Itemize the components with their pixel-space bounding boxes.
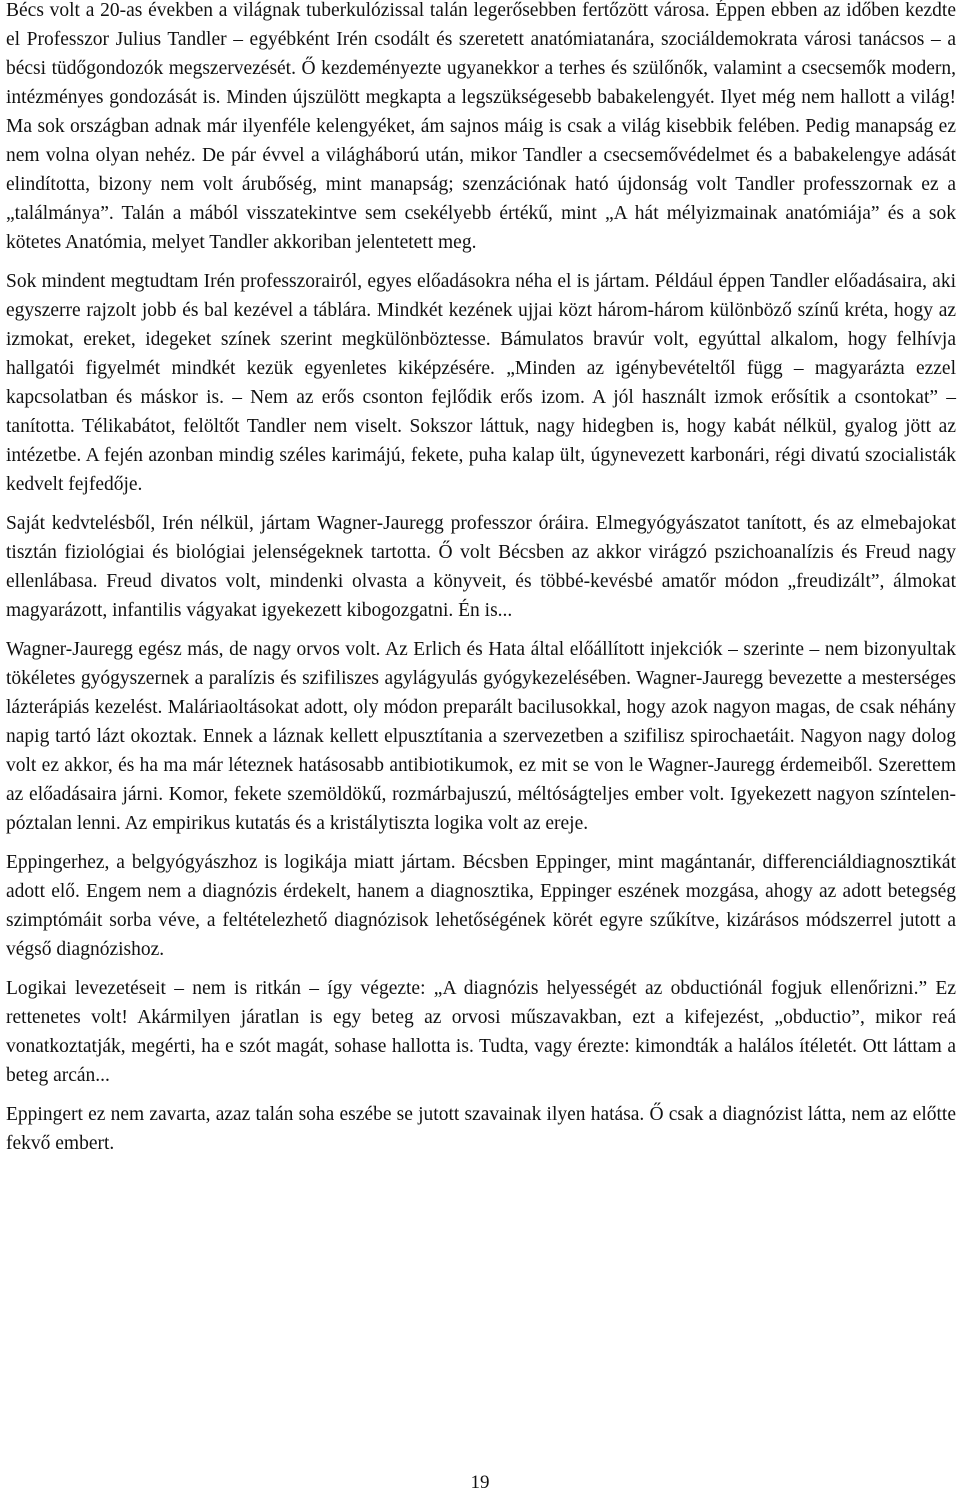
paragraph-tandler-lectures: Sok mindent megtudtam Irén professzorairól, egyes előadásokra néha el is jártam. Például éppen Tandler előadásaira, aki egyszerre rajzolt jobb és bal kezével a táblára. Mindkét kezének ujjai közt három-három különböző színű kréta, hogy az izmokat, ereket, idegeket színek szerint megkülönböztesse. Bámulatos bravúr volt, egyúttal alkalom, hogy felhívja hallgatói figyelmét mindkét kezük egyenletes kiképzésére. „Minden az igénybevételtől függ – magyarázta ezzel kapcsolatban és máskor is. – Nem az erős csonton fejlődik erős izom. A jól használt izmok erősítik a csontokat” – tanította. Télikabátot, felöltőt Tandler nem viselt. Sokszor láttuk, nagy hidegben is, hogy kabát nélkül, gyalog jött az intézetbe. A fején azonban mindig széles karimájú, fekete, puha kalap ült, úgynevezett karbonári, régi divatú szocialisták kedvelt fejfedője. <box>6 271 956 495</box>
paragraph-eppinger-conclusion: Eppingert ez nem zavarta, azaz talán soha eszébe se jutott szavainak ilyen hatása. Ő csak a diagnózist látta, nem az előtte fekvő embert. <box>6 1104 956 1154</box>
paragraph-obductio: Logikai levezetéseit – nem is ritkán – így végezte: „A diagnózis helyességét az obductiónál fogjuk ellenőrizni.” Ez rettenetes volt! Akármilyen járatlan is egy beteg az orvosi műszavakban, ezt a kifejezést, „obductio”, mikor reá vonatkoztatják, megérti, ha e szót magát, sohase hallotta is. Tudta, vagy érezte: kimondták a halálos ítéletét. Ott láttam a beteg arcán... <box>6 978 956 1086</box>
document-page <box>6 0 956 1168</box>
paragraph-vienna-tuberculosis: Bécs volt a 20-as években a világnak tuberkulózissal talán legerősebben fertőzött városa. Éppen ebben az időben kezdte el Professzor Julius Tandler – egyébként Irén csodált és szeretett anatómiatanára, szociáldemokrata városi tanácsos – a bécsi tüdőgondozók megszervezését. Ő kezdeményezte ugyanekkor a terhes és szülőnők, valamint a csecsemők modern, intézményes gondozását is. Minden újszülött megkapta a legszükségesebb babakelengyét. Ilyet még nem hallott a világ! Ma sok országban adnak már ilyenféle kelengyéket, ám sajnos máig is csak a világ kisebbik felében. Pedig manapság ez nem volna olyan nehéz. De pár évvel a világháború után, mikor Tandler a csecsemővédelmet és a babakelengye adását elindította, bizony nem volt árubőség, mint manapság; szenzációnak ható újdonság volt Tandler professzornak ez a „találmánya”. Talán a mából visszatekintve sem csekélyebb értékű, mint „A hát mélyizmainak anatómiája” és a sok kötetes Anatómia, melyet Tandler akkoriban jelentetett meg. <box>6 0 956 253</box>
paragraph-eppinger-diagnostics: Eppingerhez, a belgyógyászhoz is logikája miatt jártam. Bécsben Eppinger, mint magántanár, differenciáldiagnosztikát adott elő. Engem nem a diagnózis érdekelt, hanem a diagnosztika, Eppinger eszének mozgása, ahogy az adott betegség szimptómáit sorba véve, a feltételezhető diagnózisok lehetőségének körét egyre szűkítve, kizárásos módszerrel jutott a végső diagnózishoz. <box>6 852 956 960</box>
page-number: 19 <box>470 1472 490 1493</box>
paragraph-wagner-jauregg-freud: Saját kedvtelésből, Irén nélkül, jártam Wagner-Jauregg professzor óráira. Elmegyógyászatot tanított, és az elmebajokat tisztán fiziológiai és biológiai jelenségeknek tartotta. Ő volt Bécsben az akkor virágzó pszichoanalízis és Freud nagy ellenlábasa. Freud divatos volt, mindenki olvasta a könyveit, és többé-kevésbé amatőr módon „freudizált”, álmokat magyarázott, infantilis vágyakat igyekezett kibogozgatni. Én is... <box>6 513 956 621</box>
paragraph-wagner-jauregg-therapy: Wagner-Jauregg egész más, de nagy orvos volt. Az Erlich és Hata által előállított injekciók – szerinte – nem bizonyultak tökéletes gyógyszernek a paralízis és szifiliszes agylágyulás gyógykezelésében. Wagner-Jauregg bevezette a mesterséges lázterápiás kezelést. Maláriaoltásokat adott, oly módon preparált bacilusokkal, hogy azok nagyon magas, de csak néhány napig tartó lázt okoztak. Ennek a láznak kellett elpusztítania a szervezetben a szifilisz spirochaetáit. Nagyon nagy dolog volt ez akkor, és ha ma már léteznek hatásosabb antibiotikumok, ez mit se von le Wagner-Jauregg érdemeiből. Szerettem az előadásaira járni. Komor, fekete szemöldökű, rozmárbajuszú, méltóságteljes ember volt. Igyekezett nagyon színtelen-póztalan lenni. Az empirikus kutatás és a kristálytiszta logika volt az ereje. <box>6 639 956 834</box>
